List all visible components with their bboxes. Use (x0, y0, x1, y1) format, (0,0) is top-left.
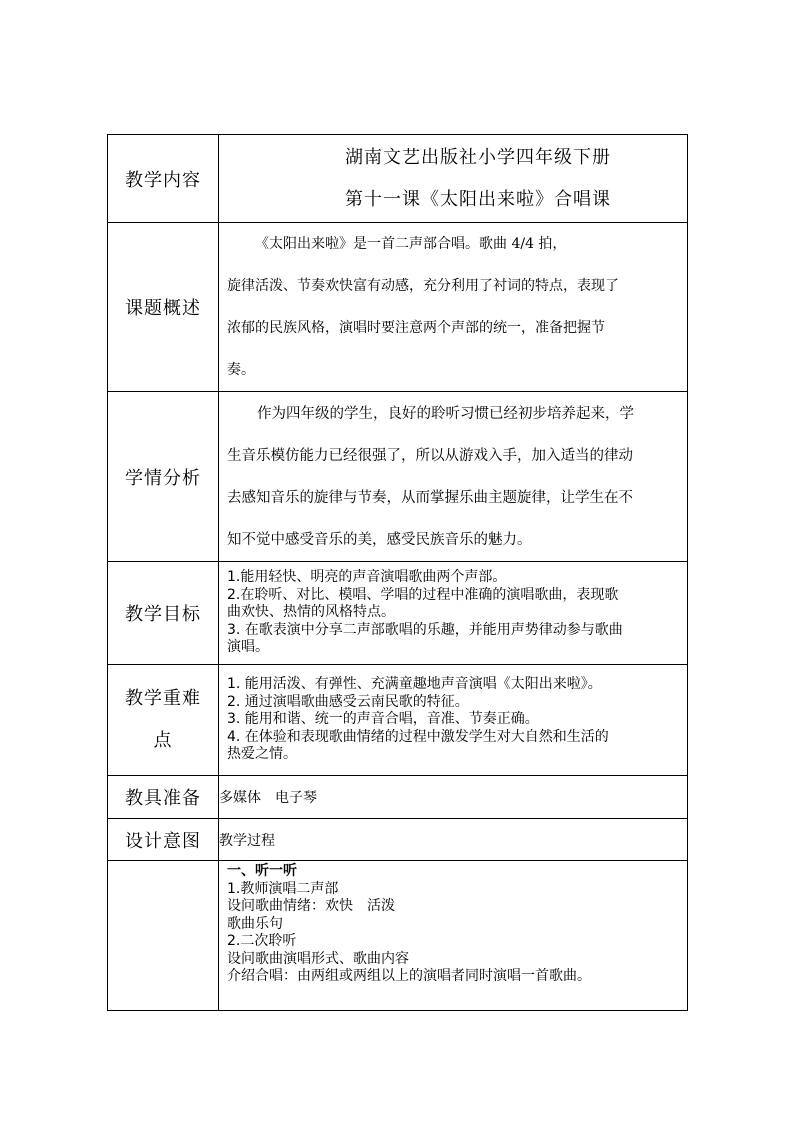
label-teaching-content: 教学内容 (108, 135, 219, 223)
difficulty-line: 1. 能用活泼、有弹性、充满童趣地声音演唱《太阳出来啦》。 (227, 676, 602, 693)
cell-process-listen (219, 861, 688, 1011)
overview-line: 奏。 (227, 362, 255, 378)
label-key-difficulties (108, 665, 219, 776)
process-line: 设问歌曲情绪：欢快 活泼 (227, 898, 395, 914)
label-teaching-goals: 教学目标 (108, 562, 219, 665)
cell-design-intent-empty (108, 861, 219, 1011)
difficulty-line: 4. 在体验和表现歌曲情绪的过程中激发学生对大自然和生活的 (227, 728, 609, 745)
label-topic-overview: 课题概述 (108, 223, 219, 392)
label-student-analysis: 学情分析 (108, 392, 219, 562)
overview-line: 浓郁的民族风格，演唱时要注意两个声部的统一，准备把握节 (227, 320, 605, 336)
teaching-aids-content: 多媒体 电子琴 (219, 776, 688, 819)
analysis-line: 去感知音乐的旋律与节奏，从而掌握乐曲主题旋律，让学生在不 (227, 489, 633, 506)
row-key-difficulties (108, 665, 688, 776)
difficulty-line: 3. 能用和谐、统一的声音合唱，音准、节奏正确。 (227, 711, 539, 728)
textbook-title: 湖南文艺出版社小学四年级下册 (345, 146, 611, 168)
cell-key-difficulties (219, 665, 688, 776)
process-line: 1.教师演唱二声部 (227, 880, 339, 897)
label-key-difficulties-line1: 教学重难 (125, 688, 201, 709)
analysis-line: 作为四年级的学生，良好的聆听习惯已经初步培养起来，学 (257, 405, 634, 422)
row-design-intent (108, 819, 688, 861)
label-design-intent: 设计意图 (108, 819, 219, 861)
row-teaching-aids (108, 776, 688, 819)
analysis-line: 知不觉中感受音乐的美，感受民族音乐的魅力。 (227, 531, 532, 548)
row-process-listen (108, 861, 688, 1011)
row-student-analysis (108, 392, 688, 562)
row-topic-overview (108, 223, 688, 392)
label-key-difficulties-line2: 点 (153, 730, 173, 751)
cell-teaching-goals (219, 562, 688, 665)
label-teaching-aids: 教具准备 (108, 776, 219, 819)
row-teaching-goals (108, 562, 688, 665)
cell-teaching-content (219, 135, 688, 223)
difficulty-line: 热爱之情。 (227, 746, 297, 763)
difficulty-line: 2. 通过演唱歌曲感受云南民歌的特征。 (227, 693, 469, 710)
teaching-process-header: 教学过程 (219, 819, 688, 861)
goal-line: 1.能用轻快、明亮的声音演唱歌曲两个声部。 (227, 569, 507, 586)
lesson-plan-table (107, 134, 688, 1011)
row-teaching-content (108, 135, 688, 223)
process-line: 设问歌曲演唱形式、歌曲内容 (227, 950, 409, 967)
cell-topic-overview (219, 223, 688, 392)
goal-line: 2.在聆听、对比、模唱、学唱的过程中准确的演唱歌曲，表现歌 (227, 586, 619, 603)
process-line: 介绍合唱：由两组或两组以上的演唱者同时演唱一首歌曲。 (227, 968, 591, 984)
goal-line: 3. 在歌表演中分享二声部歌唱的乐趣，并能用声势律动参与歌曲 (227, 621, 623, 638)
goal-line: 演唱。 (227, 639, 269, 656)
section-heading: 一、听一听 (227, 863, 297, 879)
lesson-title: 第十一课《太阳出来啦》合唱课 (345, 188, 611, 210)
process-line: 歌曲乐句 (227, 915, 283, 932)
goal-line: 曲欢快、热情的风格特点。 (227, 604, 395, 621)
process-line: 2.二次聆听 (227, 933, 297, 949)
cell-student-analysis (219, 392, 688, 562)
overview-line: 《太阳出来啦》是一首二声部合唱。歌曲 4/4 拍， (255, 236, 567, 252)
overview-line: 旋律活泼、节奏欢快富有动感，充分利用了衬词的特点，表现了 (227, 278, 619, 294)
analysis-line: 生音乐模仿能力已经很强了，所以从游戏入手，加入适当的律动 (227, 447, 633, 464)
